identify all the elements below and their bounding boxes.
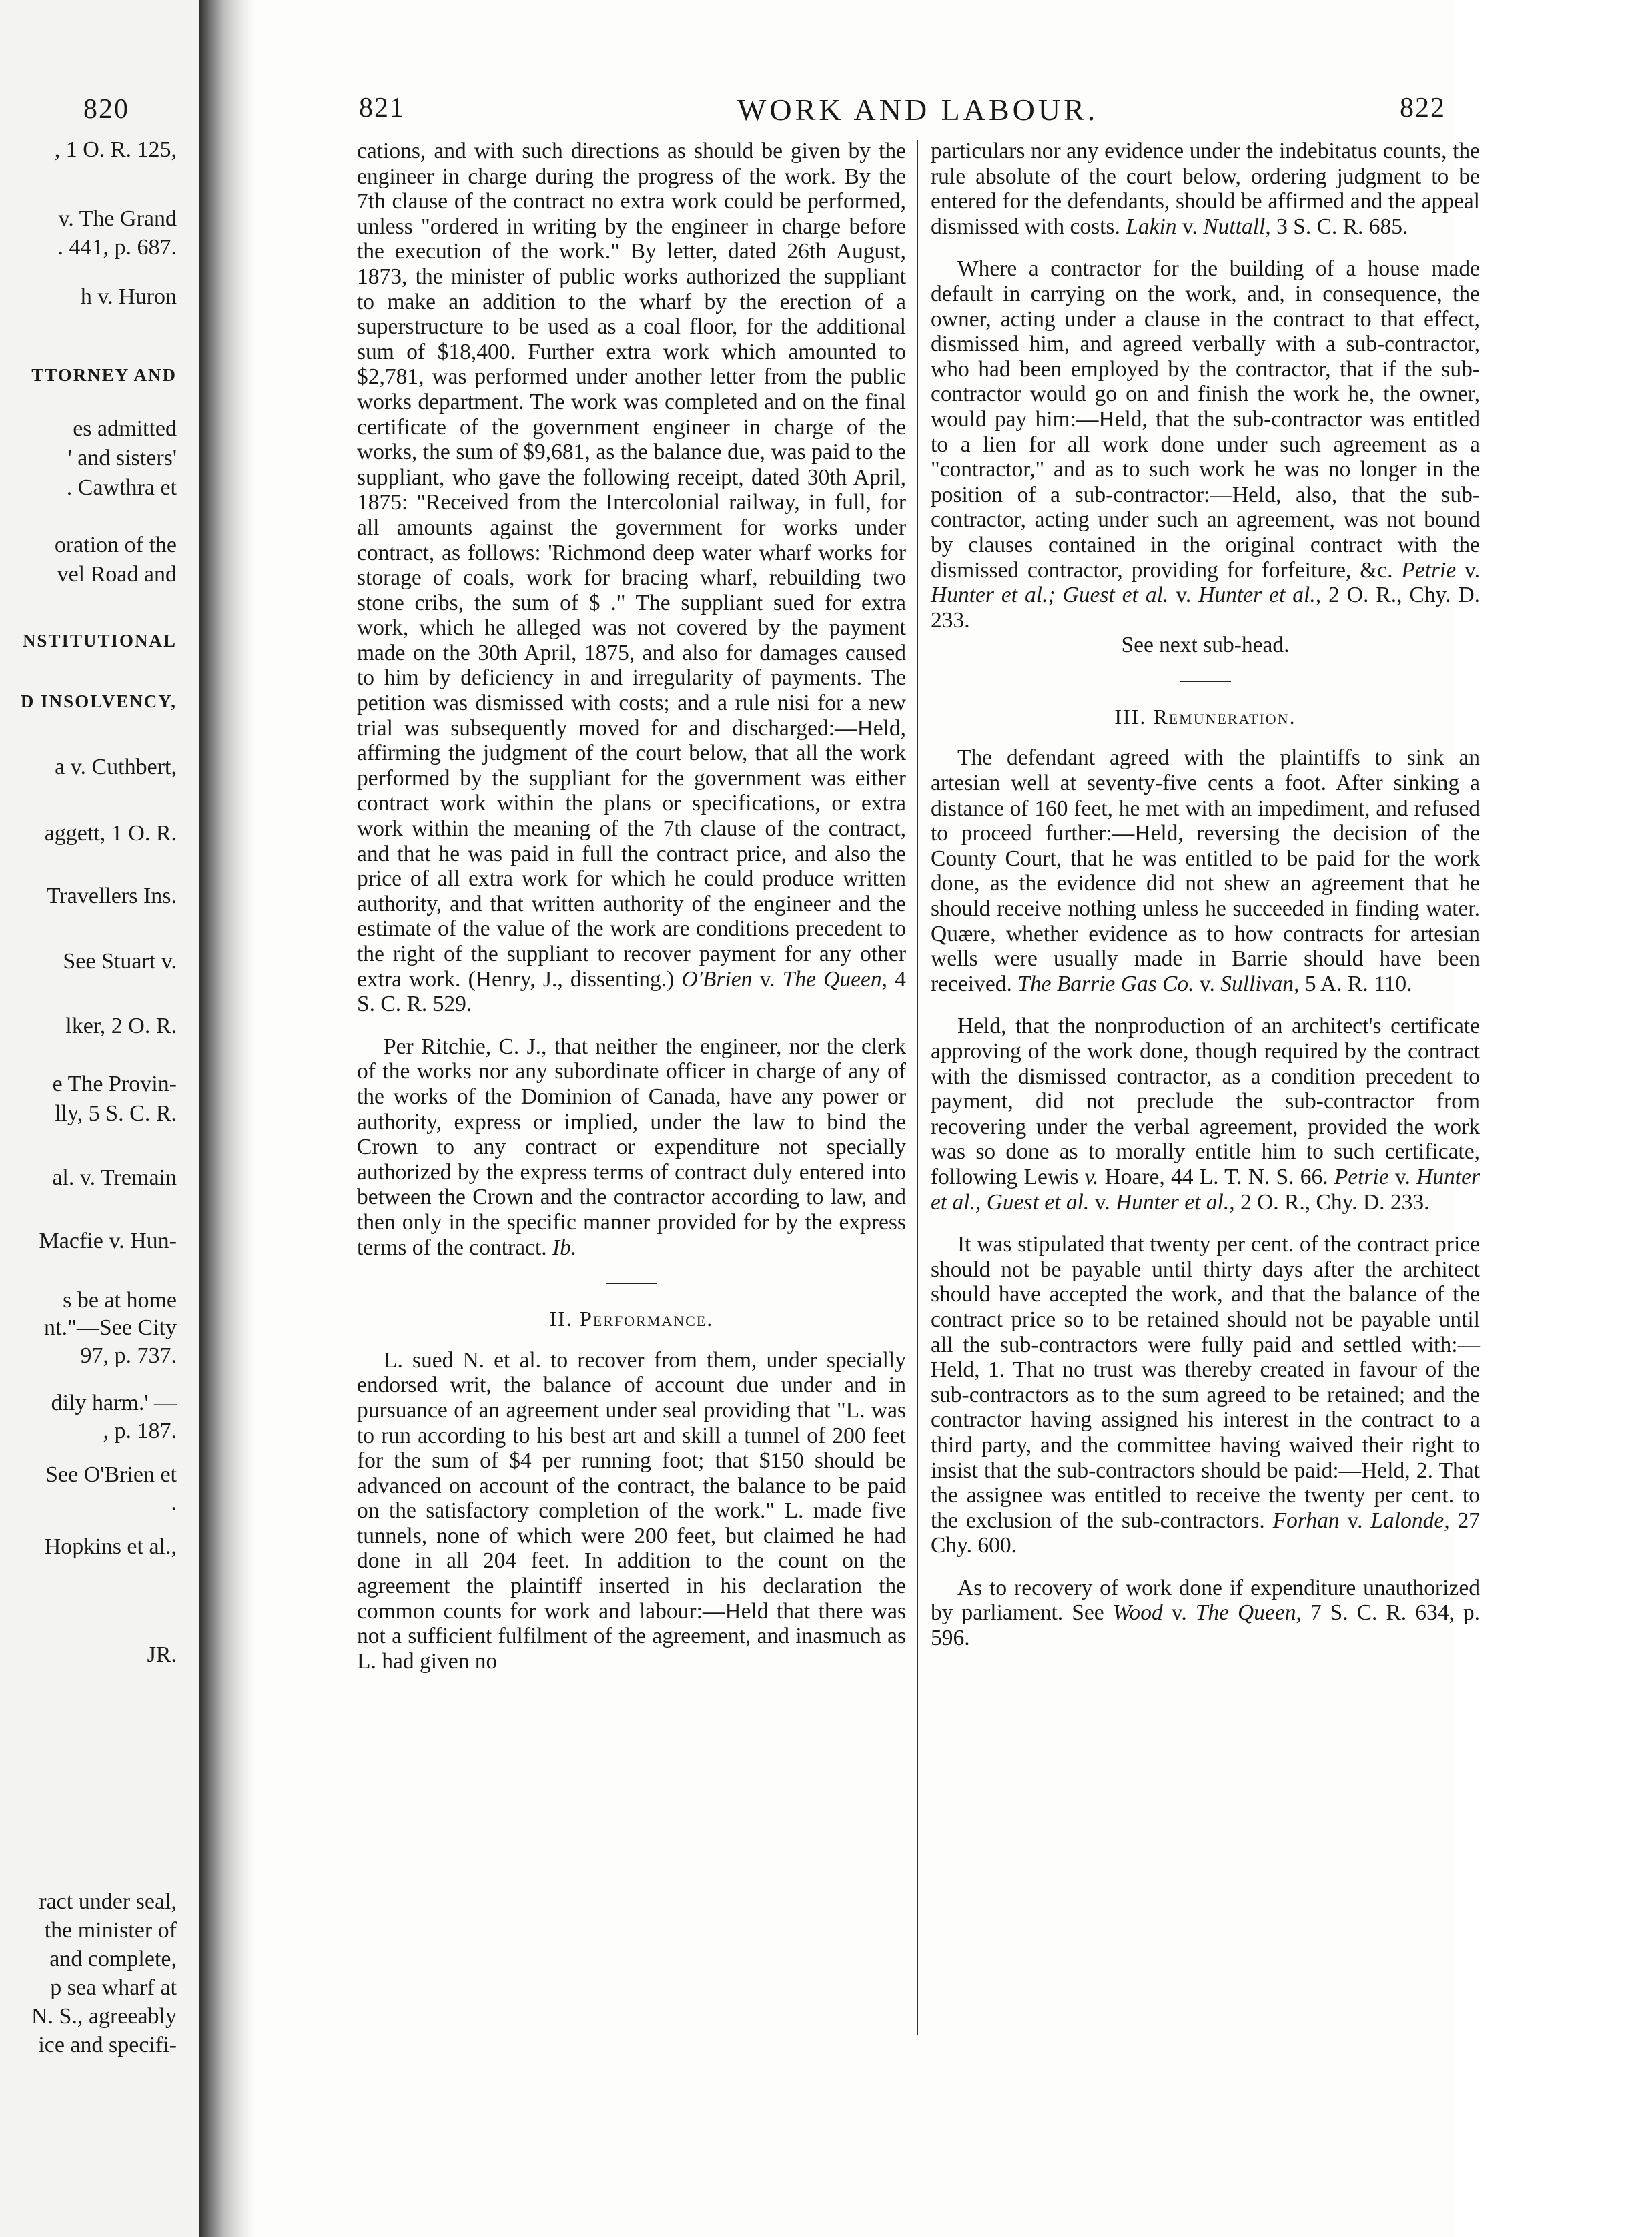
left-page-line: ract under seal, [39, 1889, 177, 1914]
left-page-line: JR. [147, 1642, 177, 1667]
left-page-fragment [0, 0, 200, 2237]
text-column-left [357, 139, 906, 1674]
left-page-line: s be at home [63, 1288, 177, 1313]
page-margin [1455, 0, 1652, 2237]
left-page-line: TTORNEY AND [31, 365, 177, 385]
paragraph: Held, that the nonproduction of an architect's certificate approving of the work done, though required by the contract with the dismissed contractor, as a condition precedent to payment, did not preclude the sub-contractor from recovering under the verbal agreement, provided the work was so done as to morally entitle him to such certificate, following Lewis v. Hoare, 44 L. T. N. S. 66. Petrie v. Hunter et al., Guest et al. v. Hunter et al., 2 O. R., Chy. D. 233. [931, 1014, 1480, 1215]
left-page-line: ' and sisters' [67, 446, 177, 470]
left-page-line: , 1 O. R. 125, [54, 137, 177, 162]
left-page-line: 97, p. 737. [80, 1343, 177, 1368]
page-number-822: 822 [1400, 93, 1446, 123]
section-divider [1180, 681, 1231, 682]
paragraph: L. sued N. et al. to recover from them, under specially endorsed writ, the balance of account due under and in pursuance of an agreement under seal providing that "L. was to run according to his best art and skill a tunnel of 200 feet for the sum of $4 per running foot; that $150 should be advanced on account of the contract, the balance to be paid on the satisfactory completion of the work." L. made five tunnels, none of which were 200 feet, but claimed he had done in all 204 feet. In addition to the count on the agreement the plaintiff inserted in his declaration the common counts for work and labour:—Held that there was not a sufficient fulfilment of the agreement, and inasmuch as L. had given no [357, 1347, 906, 1674]
left-page-line: v. The Grand [58, 206, 177, 231]
left-page-line: lker, 2 O. R. [65, 1014, 177, 1038]
book-gutter [199, 0, 254, 2237]
left-page-line: h v. Huron [80, 284, 177, 309]
paragraph: Where a contractor for the building of a house made default in carrying on the work, and, in consequence, the owner, acting under a clause in the contract to that effect, dismissed him, and agreed verbally with a sub-contractor, who had been employed by the contractor, that if the sub-contractor would go on and finish the work he, the owner, would pay him:—Held, that the sub-contractor was entitled to a lien for all work done under such agreement as a "contractor," and as to such work he was no longer in the position of a sub-contractor:—Held, also, that the sub-contractor, acting under such an agreement, was not bound by clauses contained in the original contract with the dismissed contractor, providing for forfeiture, &c. Petrie v. Hunter et al.; Guest et al. v. Hunter et al., 2 O. R., Chy. D. 233. [931, 256, 1481, 633]
paragraph: Per Ritchie, C. J., that neither the engineer, nor the clerk of the works nor any subordinate officer in charge of any of the works of the Dominion of Canada, have any power or authority, express or implied, under the law to bind the Crown to any contract or expenditure not specially authorized by the express terms of contract duly entered into between the Crown and the contractor according to law, and then only in the specific manner provided for by the express terms of the contract. Ib. [357, 1034, 906, 1260]
left-page-line: vel Road and [57, 562, 177, 587]
left-page-line: a v. Cuthbert, [55, 755, 177, 779]
left-page-line: Hopkins et al., [44, 1534, 177, 1559]
left-page-line: See Stuart v. [63, 949, 177, 974]
page-number-821: 821 [359, 93, 405, 123]
left-page-line: Travellers Ins. [46, 884, 177, 908]
left-page-line: See O'Brien et [45, 1462, 177, 1487]
left-page-line: NSTITUTIONAL [22, 631, 177, 651]
paragraph: It was stipulated that twenty per cent. of the contract price should not be payable until thirty days after the architect should have accepted the work, and that the balance of the contract price so to be retained should not be payable until all the sub-contractors were fully paid and settled with:—Held, 1. That no trust was thereby created in favour of the sub-contractors as to the sum agreed to be retained; and the contractor having assigned his interest in the contract to a third party, and the committee having waived their right to insist that the sub-contractors should be paid:—Held, 2. That the assignee was entitled to receive the twenty per cent. to the exclusion of the sub-contractors. Forhan v. Lalonde, 27 Chy. 600. [931, 1232, 1481, 1558]
left-page-line: nt."—See City [44, 1315, 177, 1340]
left-page-line: . 441, p. 687. [57, 235, 177, 260]
column-rule [917, 140, 918, 2035]
left-page-line: aggett, 1 O. R. [44, 821, 177, 846]
section-heading-performance: II. Performance. [549, 1307, 714, 1331]
running-title: WORK AND LABOUR. [737, 93, 1099, 127]
left-page-line: lly, 5 S. C. R. [55, 1101, 177, 1126]
left-page-line: es admitted [73, 416, 177, 441]
left-page-line: Macfie v. Hun- [39, 1229, 177, 1253]
paragraph: particulars nor any evidence under the indebitatus counts, the rule absolute of the court below, ordering judgment to be entered for the defendants, should be affirmed and the appeal dismissed with costs. Lakin v. Nuttall, 3 S. C. R. 685. [931, 139, 1480, 239]
left-page-line: p sea wharf at [50, 1975, 177, 2000]
text-column-right [931, 139, 1480, 1651]
left-page-line: e The Provin- [52, 1072, 177, 1096]
left-page-line: oration of the [54, 533, 177, 557]
left-page-line: ice and specifi- [38, 2033, 177, 2057]
left-page-line: N. S., agreeably [31, 2004, 177, 2029]
left-page-line: dily harm.' — [51, 1391, 177, 1415]
left-page-number: 820 [83, 94, 129, 125]
paragraph: As to recovery of work done if expenditure unauthorized by parliament. See Wood v. The Queen, 7 S. C. R. 634, p. 596. [931, 1575, 1480, 1651]
running-header [0, 92, 1652, 132]
left-page-line: . Cawthra et [66, 475, 177, 500]
left-page-line: , p. 187. [103, 1419, 177, 1444]
cross-reference: See next sub-head. [1121, 633, 1290, 658]
left-page-line: the minister of [44, 1918, 177, 1943]
paragraph: The defendant agreed with the plaintiffs to sink an artesian well at seventy-five cents a foot. After sinking a distance of 160 feet, he met with an impediment, and refused to proceed further:—Held, reversing the decision of the County Court, that he was entitled to be paid for the work done, as the evidence did not shew an agreement that he should receive nothing unless he succeeded in finding water. Quære, whether evidence as to how contracts for artesian wells were usually made in Barrie should have been received. The Barrie Gas Co. v. Sullivan, 5 A. R. 110. [931, 745, 1480, 996]
paragraph: cations, and with such directions as should be given by the engineer in charge during the progress of the work. By the 7th clause of the contract no extra work could be performed, unless "ordered in writing by the engineer in charge before the execution of the work." By letter, dated 26th August, 1873, the minister of public works authorized the suppliant to make an addition to the wharf by the erection of a superstructure to be used as a coal floor, for the additional sum of $18,400. Further extra work which amounted to $2,781, was performed under another letter from the public works department. The work was completed and on the final certificate of the government engineer in charge of the works, the sum of $9,681, as the balance due, was paid to the suppliant, who gave the following receipt, dated 30th April, 1875: "Received from the Intercolonial railway, in full, for all amounts against the government for works under contract, as follows: 'Richmond deep water wharf works for storage of coals, work for bracing wharf, rebuilding two stone cribs, the sum of $ ." The suppliant sued for extra work, which he alleged was not covered by the payment made on the 30th April, 1875, and also for damages caused to him by deficiency in and irregularity of payments. The petition was dismissed with costs; and a rule nisi for a new trial was subsequently moved for and discharged:—Held, affirming the judgment of the court below, that all the work performed by the suppliant for the government was either contract work within the plans or specifications, or extra work within the meaning of the 7th clause of the contract, and that he was paid in full the contract price, and also the price of all extra work for which he could produce written authority, and that written authority of the engineer and the estimate of the value of the work are conditions precedent to the right of the suppliant to recover payment for any other extra work. (Henry, J., dissenting.) O'Brien v. The Queen, 4 S. C. R. 529. [357, 139, 907, 1017]
left-page-line: and complete, [49, 1947, 177, 1971]
left-page-line: D INSOLVENCY, [20, 691, 177, 711]
left-page-line: . [171, 1490, 177, 1515]
section-divider [606, 1283, 657, 1284]
section-heading-remuneration: III. Remuneration. [1114, 704, 1296, 729]
left-page-line: al. v. Tremain [52, 1165, 177, 1190]
